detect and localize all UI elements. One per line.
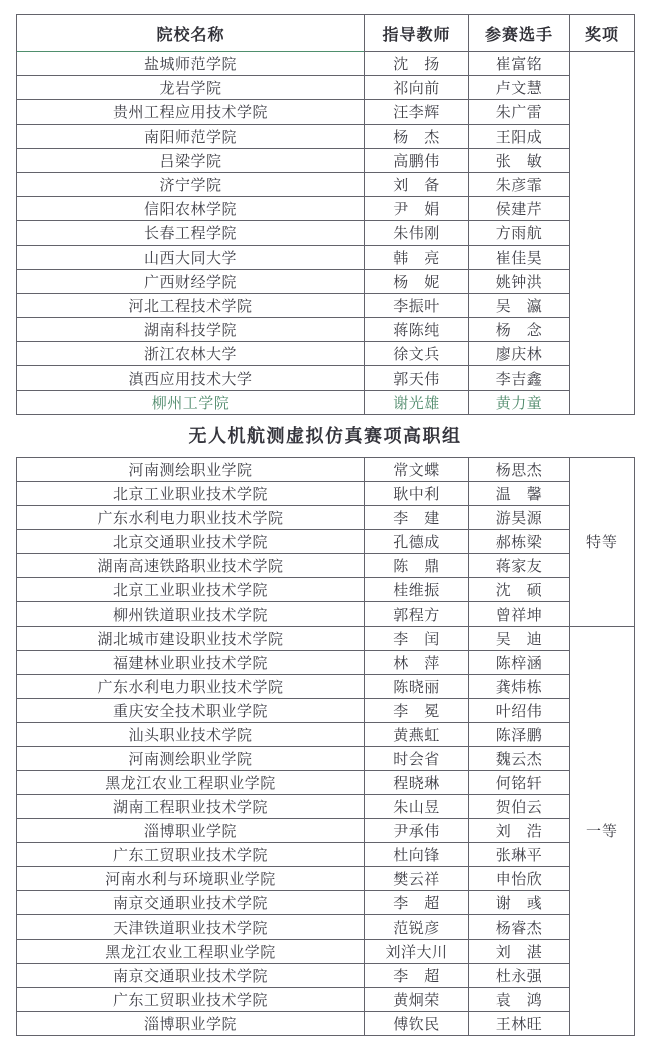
contestant-cell: 吴 瀛 [469, 293, 570, 317]
school-cell: 北京交通职业技术学院 [17, 530, 365, 554]
table-row [17, 771, 635, 795]
contestant-cell: 崔富铭 [469, 52, 570, 76]
table-row [17, 602, 635, 626]
awards-table-undergraduate-section [16, 14, 635, 415]
school-cell: 柳州铁道职业技术学院 [17, 602, 365, 626]
school-cell: 湖南高速铁路职业技术学院 [17, 554, 365, 578]
contestant-cell: 吴 迪 [469, 626, 570, 650]
contestant-cell: 袁 鸿 [469, 987, 570, 1011]
table-row [17, 626, 635, 650]
contestant-cell: 蒋家友 [469, 554, 570, 578]
table-row [17, 52, 635, 76]
school-cell: 山西大同大学 [17, 245, 365, 269]
teacher-cell: 李 闰 [365, 626, 469, 650]
school-cell: 黑龙江农业工程职业学院 [17, 771, 365, 795]
contestant-cell: 朱广雷 [469, 100, 570, 124]
school-cell: 贵州工程应用技术学院 [17, 100, 365, 124]
school-cell: 湖北城市建设职业技术学院 [17, 626, 365, 650]
contestant-cell: 王林旺 [469, 1011, 570, 1035]
teacher-cell: 郭天伟 [365, 366, 469, 390]
school-cell: 淄博职业学院 [17, 819, 365, 843]
teacher-cell: 韩 亮 [365, 245, 469, 269]
table-row [17, 698, 635, 722]
teacher-cell: 尹承伟 [365, 819, 469, 843]
teacher-cell: 李 建 [365, 506, 469, 530]
contestant-cell: 卢文慧 [469, 76, 570, 100]
contestant-cell: 方雨航 [469, 221, 570, 245]
table-row [17, 342, 635, 366]
school-cell: 重庆安全技术职业学院 [17, 698, 365, 722]
teacher-cell: 徐文兵 [365, 342, 469, 366]
table-row [17, 221, 635, 245]
contestant-cell: 侯建芹 [469, 197, 570, 221]
teacher-cell: 樊云祥 [365, 867, 469, 891]
school-cell: 广西财经学院 [17, 269, 365, 293]
table-row [17, 674, 635, 698]
contestant-cell: 游昊源 [469, 506, 570, 530]
school-cell: 湖南工程职业技术学院 [17, 795, 365, 819]
table-row [17, 530, 635, 554]
teacher-cell: 李振叶 [365, 293, 469, 317]
school-cell: 黑龙江农业工程职业学院 [17, 939, 365, 963]
table-row [17, 987, 635, 1011]
teacher-cell: 时会省 [365, 746, 469, 770]
col-header-contestant: 参赛选手 [469, 15, 570, 52]
contestant-cell: 崔佳昊 [469, 245, 570, 269]
school-cell: 南京交通职业技术学院 [17, 891, 365, 915]
award-cell [570, 52, 635, 415]
school-cell: 福建林业职业技术学院 [17, 650, 365, 674]
contestant-cell: 杨思杰 [469, 458, 570, 482]
school-cell: 广东水利电力职业技术学院 [17, 674, 365, 698]
table-row [17, 124, 635, 148]
teacher-cell: 谢光雄 [365, 390, 469, 414]
school-cell: 北京工业职业技术学院 [17, 482, 365, 506]
teacher-cell: 高鹏伟 [365, 148, 469, 172]
teacher-cell: 李 冕 [365, 698, 469, 722]
teacher-cell: 范锐彦 [365, 915, 469, 939]
teacher-cell: 杨 杰 [365, 124, 469, 148]
school-cell: 河北工程技术学院 [17, 293, 365, 317]
col-header-teacher: 指导教师 [365, 15, 469, 52]
award-cell: 一等 [570, 626, 635, 1035]
teacher-cell: 李 超 [365, 891, 469, 915]
contestant-cell: 王阳成 [469, 124, 570, 148]
table-row [17, 939, 635, 963]
school-cell: 河南水利与环境职业学院 [17, 867, 365, 891]
teacher-cell: 黄燕虹 [365, 722, 469, 746]
school-cell: 盐城师范学院 [17, 52, 365, 76]
contestant-cell: 陈泽鹏 [469, 722, 570, 746]
table-row [17, 891, 635, 915]
school-cell: 淄博职业学院 [17, 1011, 365, 1035]
col-header-award: 奖项 [570, 15, 635, 52]
table-row [17, 245, 635, 269]
teacher-cell: 杨 妮 [365, 269, 469, 293]
table-row [17, 366, 635, 390]
scan-artifact-green-line [17, 51, 364, 52]
school-cell: 滇西应用技术大学 [17, 366, 365, 390]
contestant-cell: 贺伯云 [469, 795, 570, 819]
table-row [17, 100, 635, 124]
section-title-vocational-group: 无人机航测虚拟仿真赛项高职组 [188, 426, 462, 446]
school-cell: 南阳师范学院 [17, 124, 365, 148]
teacher-cell: 刘 备 [365, 172, 469, 196]
teacher-cell: 刘洋大川 [365, 939, 469, 963]
school-cell: 天津铁道职业技术学院 [17, 915, 365, 939]
school-cell: 河南测绘职业学院 [17, 746, 365, 770]
table-row [17, 148, 635, 172]
contestant-cell: 张琳平 [469, 843, 570, 867]
teacher-cell: 耿中利 [365, 482, 469, 506]
table-row [17, 506, 635, 530]
contestant-cell: 朱彦霏 [469, 172, 570, 196]
teacher-cell: 陈晓丽 [365, 674, 469, 698]
contestant-cell: 杨 念 [469, 318, 570, 342]
school-cell: 信阳农林学院 [17, 197, 365, 221]
teacher-cell: 李 超 [365, 963, 469, 987]
table-row [17, 269, 635, 293]
table-row [17, 482, 635, 506]
contestant-cell: 沈 硕 [469, 578, 570, 602]
contestant-cell: 杨睿杰 [469, 915, 570, 939]
table-row [17, 819, 635, 843]
teacher-cell: 桂维振 [365, 578, 469, 602]
table-row [17, 172, 635, 196]
school-cell: 广东水利电力职业技术学院 [17, 506, 365, 530]
school-cell: 北京工业职业技术学院 [17, 578, 365, 602]
table-row [17, 867, 635, 891]
table-row [17, 650, 635, 674]
awards-table-vocational-section [16, 457, 635, 1036]
table-row [17, 318, 635, 342]
teacher-cell: 常文蝶 [365, 458, 469, 482]
contestant-cell: 何铭轩 [469, 771, 570, 795]
contestant-cell: 郝栋梁 [469, 530, 570, 554]
teacher-cell: 朱山昱 [365, 795, 469, 819]
table-row [17, 578, 635, 602]
teacher-cell: 沈 扬 [365, 52, 469, 76]
contestant-cell: 谢 彧 [469, 891, 570, 915]
teacher-cell: 林 萍 [365, 650, 469, 674]
award-cell: 特等 [570, 458, 635, 627]
contestant-cell: 杜永强 [469, 963, 570, 987]
teacher-cell: 祁向前 [365, 76, 469, 100]
school-cell: 柳州工学院 [17, 390, 365, 414]
school-cell: 广东工贸职业技术学院 [17, 987, 365, 1011]
contestant-cell: 魏云杰 [469, 746, 570, 770]
contestant-cell: 刘 湛 [469, 939, 570, 963]
table-row [17, 843, 635, 867]
table-header-row [17, 15, 635, 52]
teacher-cell: 黄炯荣 [365, 987, 469, 1011]
contestant-cell: 叶绍伟 [469, 698, 570, 722]
teacher-cell: 程晓琳 [365, 771, 469, 795]
table-row [17, 554, 635, 578]
contestant-cell: 申怡欣 [469, 867, 570, 891]
school-cell: 吕梁学院 [17, 148, 365, 172]
teacher-cell: 傅钦民 [365, 1011, 469, 1035]
contestant-cell: 陈梓涵 [469, 650, 570, 674]
school-cell: 广东工贸职业技术学院 [17, 843, 365, 867]
table-row [17, 795, 635, 819]
contestant-cell: 刘 浩 [469, 819, 570, 843]
table-row [17, 722, 635, 746]
table-row [17, 390, 635, 414]
school-cell: 浙江农林大学 [17, 342, 365, 366]
teacher-cell: 郭程方 [365, 602, 469, 626]
contestant-cell: 温 馨 [469, 482, 570, 506]
school-cell: 龙岩学院 [17, 76, 365, 100]
teacher-cell: 蒋陈纯 [365, 318, 469, 342]
teacher-cell: 杜向锋 [365, 843, 469, 867]
table-row [17, 76, 635, 100]
teacher-cell: 孔德成 [365, 530, 469, 554]
school-cell: 河南测绘职业学院 [17, 458, 365, 482]
table-row [17, 746, 635, 770]
teacher-cell: 朱伟刚 [365, 221, 469, 245]
table-row [17, 293, 635, 317]
school-cell: 济宁学院 [17, 172, 365, 196]
contestant-cell: 黄力童 [469, 390, 570, 414]
contestant-cell: 龚炜栋 [469, 674, 570, 698]
contestant-cell: 姚钟洪 [469, 269, 570, 293]
school-cell: 湖南科技学院 [17, 318, 365, 342]
school-cell: 汕头职业技术学院 [17, 722, 365, 746]
teacher-cell: 汪李辉 [365, 100, 469, 124]
table-row [17, 915, 635, 939]
table-row [17, 963, 635, 987]
table-row [17, 458, 635, 482]
table-row [17, 1011, 635, 1035]
col-header-school: 院校名称 [17, 15, 365, 52]
teacher-cell: 尹 娟 [365, 197, 469, 221]
contestant-cell: 曾祥坤 [469, 602, 570, 626]
contestant-cell: 廖庆林 [469, 342, 570, 366]
table-row [17, 197, 635, 221]
school-cell: 南京交通职业技术学院 [17, 963, 365, 987]
contestant-cell: 李吉鑫 [469, 366, 570, 390]
contestant-cell: 张 敏 [469, 148, 570, 172]
teacher-cell: 陈 鼎 [365, 554, 469, 578]
school-cell: 长春工程学院 [17, 221, 365, 245]
